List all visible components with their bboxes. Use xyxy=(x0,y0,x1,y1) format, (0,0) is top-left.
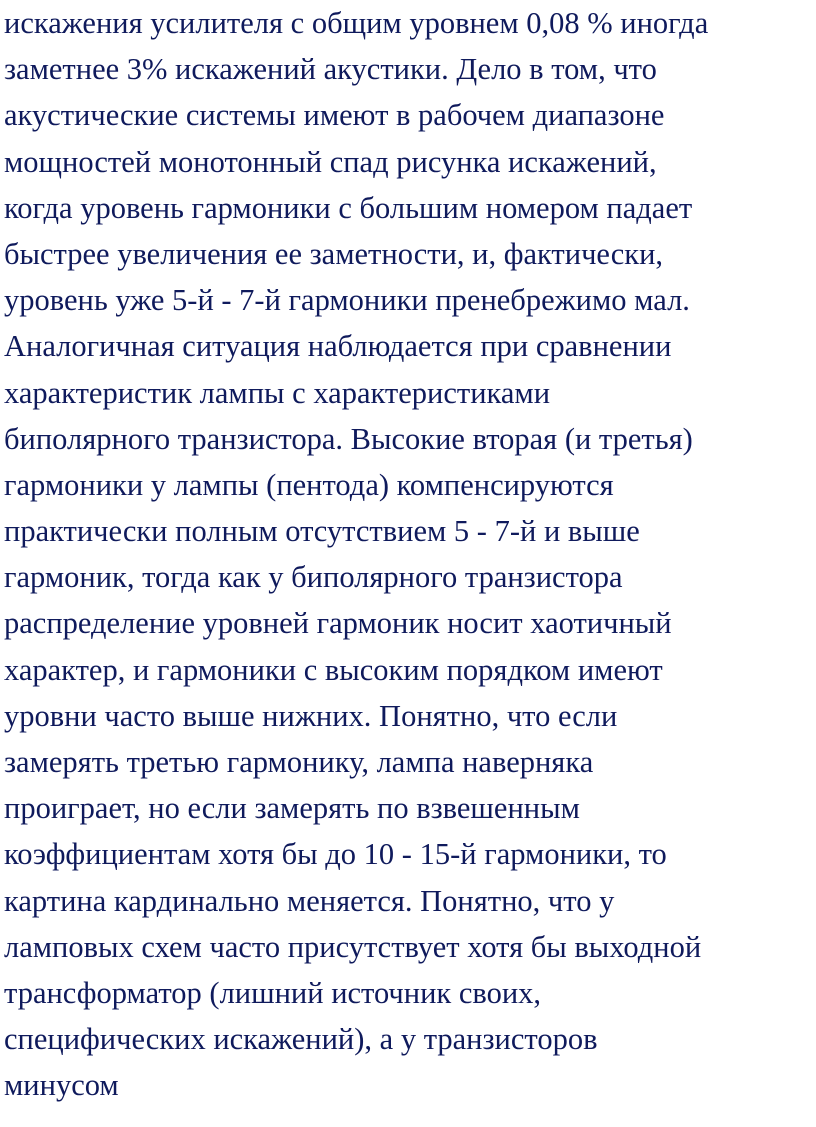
text-line: замерять третью гармонику, лампа наверняка xyxy=(4,745,594,779)
text-line: ламповых схем часто присутствует хотя бы выходной xyxy=(4,929,702,964)
text-line: характеристик лампы с характеристиками xyxy=(4,375,551,410)
text-line: акустические системы имеют в рабочем диапазоне xyxy=(4,98,665,133)
text-line: уровни часто выше нижних. Понятно, что если xyxy=(4,698,618,733)
document-body xyxy=(4,0,816,1109)
text-line: специфических искажений), а у транзисторов xyxy=(4,1022,598,1057)
text-line: картина кардинально меняется. Понятно, что у xyxy=(4,883,615,918)
text-line: быстрее увеличения ее заметности, и, фактически, xyxy=(4,236,664,271)
text-line: уровень уже 5-й - 7-й гармоники пренебрежимо мал. xyxy=(4,283,690,318)
text-line: когда уровень гармоники с большим номером падает xyxy=(4,190,693,225)
text-line: Аналогичная ситуация наблюдается при сравнении xyxy=(4,329,672,364)
text-line: мощностей монотонный спад рисунка искажений, xyxy=(4,144,657,179)
text-line: практически полным отсутствием 5 - 7-й и выше xyxy=(4,514,640,549)
text-line: минусом xyxy=(4,1068,119,1103)
text-line: коэффициентам хотя бы до 10 - 15-й гармоники, то xyxy=(4,837,667,872)
text-line: гармоник, тогда как у биполярного транзистора xyxy=(4,560,623,595)
text-line: биполярного транзистора. Высокие вторая (и третья) xyxy=(4,421,693,456)
text-line: искажения усилителя с общим уровнем 0,08 % иногда xyxy=(4,6,709,40)
text-line: заметнее 3% искажений акустики. Дело в том, что xyxy=(4,52,657,87)
text-line: гармоники у лампы (пентода) компенсируются xyxy=(4,467,614,502)
text-line: трансформатор (лишний источник своих, xyxy=(4,975,542,1010)
text-line: распределение уровней гармоник носит хаотичный xyxy=(4,606,672,641)
text-line: проиграет, но если замерять по взвешенным xyxy=(4,791,580,826)
text-line: характер, и гармоники с высоким порядком имеют xyxy=(4,652,663,687)
